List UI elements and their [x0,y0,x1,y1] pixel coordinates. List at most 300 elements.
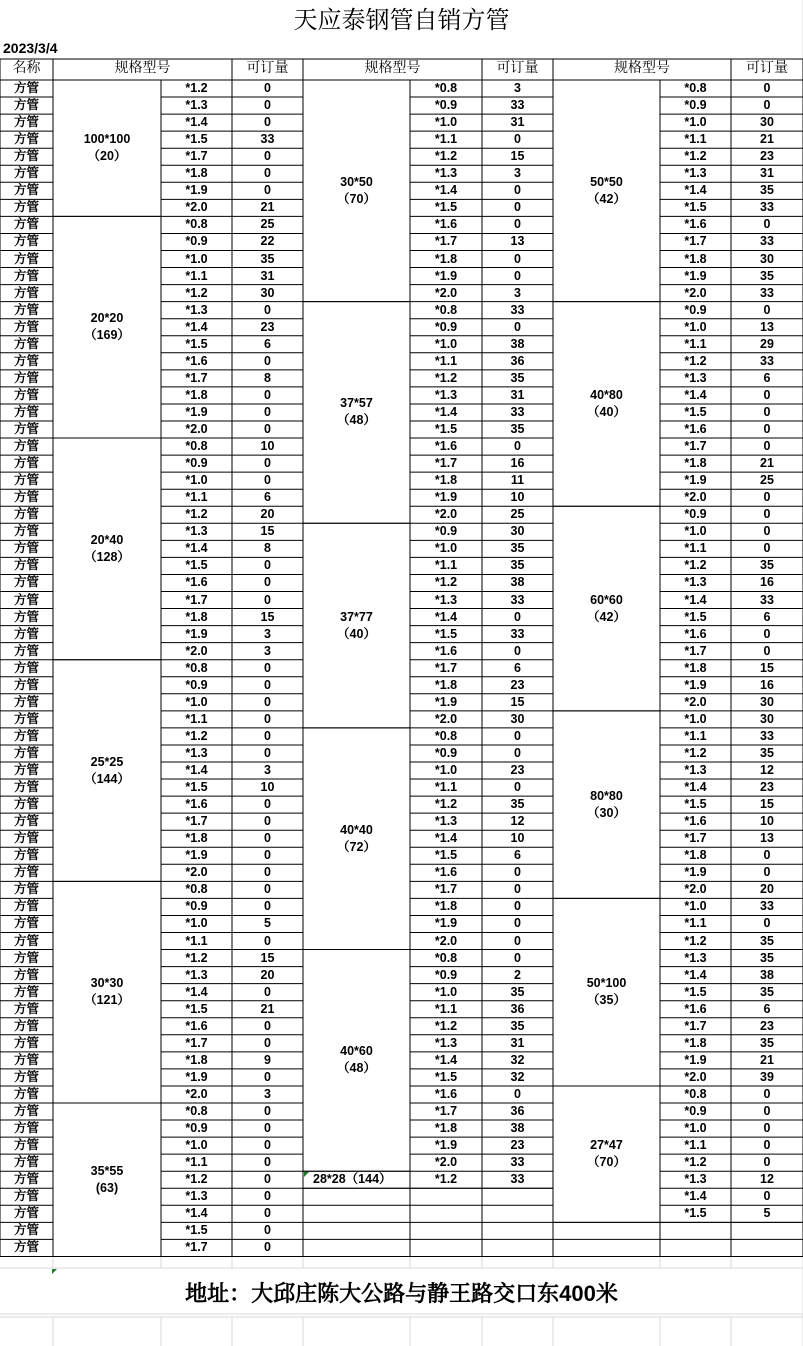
spec-cell: *1.6 [684,626,707,641]
qty-cell: 10 [510,831,525,846]
spec-cell: *1.5 [185,1223,208,1238]
spec-group [553,302,660,507]
spec-cell: *1.9 [684,268,707,283]
spec-cell: *1.8 [684,251,707,266]
spec-group-size: 60*60 [590,592,623,607]
spec-cell: *2.0 [185,200,208,215]
spec-cell: *1.8 [434,899,458,914]
spec-cell: *0.9 [434,98,458,113]
row-name: 方管 [13,797,39,812]
spec-cell: *1.5 [684,404,707,419]
spec-group [53,881,161,1103]
spec-cell: *1.9 [684,865,707,880]
spec-cell: *1.3 [185,1189,208,1204]
qty-cell: 0 [763,98,771,113]
spec-cell: *1.2 [185,285,208,300]
row-name: 方管 [13,814,39,829]
header-spec: 规格型号 [614,60,670,76]
row-name: 方管 [13,643,39,658]
qty-cell: 0 [763,865,771,880]
qty-cell: 23 [510,763,525,777]
qty-cell: 38 [510,336,525,351]
spec-cell: *1.6 [185,1018,208,1033]
qty-cell: 35 [760,933,774,948]
row-name: 方管 [13,1223,39,1238]
qty-cell: 6 [514,660,521,675]
spec-cell: *1.1 [684,541,707,556]
row-name: 方管 [13,1155,39,1170]
spec-cell: *1.5 [185,336,208,351]
spec-cell: *2.0 [684,882,707,897]
qty-cell: 32 [510,1069,525,1084]
qty-cell: 0 [264,166,271,181]
qty-cell: 35 [760,183,774,198]
qty-cell: 12 [760,763,774,777]
spec-cell: *0.8 [434,81,458,95]
row-name: 方管 [13,387,39,402]
spec-group-size: 37*77 [340,609,373,624]
spec-cell: *0.9 [684,1104,707,1118]
qty-cell: 0 [264,1240,271,1255]
qty-cell: 8 [264,370,271,385]
spec-cell: *1.3 [185,967,208,982]
spec-group [553,711,660,899]
qty-cell: 35 [510,422,525,436]
qty-cell: 0 [763,387,771,402]
qty-cell: 23 [510,677,525,692]
qty-cell: 0 [763,916,771,931]
row-name: 方管 [13,251,39,266]
row-name: 方管 [13,882,39,897]
qty-cell: 0 [763,1155,771,1170]
qty-cell: 0 [514,319,521,334]
qty-cell: 23 [760,1018,774,1033]
qty-cell: 0 [264,558,271,573]
qty-cell: 0 [763,439,771,454]
qty-cell: 0 [264,1035,271,1050]
spec-cell: *0.9 [684,98,707,113]
row-name: 方管 [13,200,39,215]
spec-cell: *0.9 [185,456,208,471]
spec-cell: *1.0 [684,115,707,130]
qty-cell: 15 [760,660,774,675]
spec-group-size: 35*55 [90,1163,124,1178]
spec-cell: *1.8 [434,1121,458,1136]
spec-group [303,728,410,950]
qty-cell: 31 [510,387,525,402]
row-name: 方管 [13,984,39,999]
spec-cell: *1.2 [684,1155,707,1170]
qty-cell: 0 [514,200,521,215]
qty-cell: 0 [264,592,271,607]
qty-cell: 0 [264,848,271,863]
qty-cell: 0 [514,899,521,914]
spec-cell: *1.2 [684,933,707,948]
row-name: 方管 [13,422,39,436]
spec-cell: *0.8 [185,660,208,675]
row-name: 方管 [13,1121,39,1136]
qty-cell: 0 [514,268,521,283]
qty-cell: 0 [264,677,271,692]
qty-cell: 0 [264,456,271,471]
qty-cell: 35 [510,984,525,999]
address-distance: 400 [559,1281,596,1306]
qty-cell: 33 [760,285,774,300]
spec-cell: *1.2 [185,950,208,965]
qty-cell: 33 [760,728,774,743]
row-name: 方管 [13,524,39,539]
row-name: 方管 [13,473,39,488]
spec-cell: *1.8 [684,456,707,471]
qty-cell: 20 [260,967,275,982]
spec-group-count: （70） [587,1155,626,1170]
qty-cell: 35 [510,558,525,573]
qty-cell: 33 [510,1155,525,1170]
spec-cell: *2.0 [684,490,707,505]
row-name: 方管 [13,575,39,590]
spec-group [553,1086,660,1222]
qty-cell: 9 [264,1052,271,1067]
spec-cell: *2.0 [434,285,458,300]
spec-cell: *1.5 [185,1001,208,1016]
qty-cell: 39 [760,1069,774,1084]
qty-cell: 33 [760,234,774,249]
spec-cell: *1.6 [185,353,208,368]
spec-cell: *1.0 [434,336,458,351]
spec-cell: *0.9 [684,302,707,317]
spec-cell: *1.8 [434,251,458,266]
spec-cell: *1.6 [434,439,458,454]
qty-cell: 35 [510,1018,525,1033]
spec-cell: *0.9 [434,967,458,982]
qty-cell: 12 [510,814,525,829]
address-label: 地址：大邱庄陈大公路与静王路交口东 [185,1281,560,1307]
qty-cell: 33 [510,98,525,113]
spec-cell: *1.7 [434,234,458,249]
row-name: 方管 [13,950,39,965]
spec-cell: *1.7 [185,149,208,164]
spec-cell: *1.0 [185,251,208,266]
qty-cell: 35 [260,251,275,266]
spec-cell: *1.1 [185,711,208,726]
row-name: 方管 [13,1069,39,1084]
row-name: 方管 [13,609,39,624]
qty-cell: 0 [763,217,771,232]
qty-cell: 0 [264,660,271,675]
spec-cell: *1.3 [185,98,208,113]
qty-cell: 15 [760,797,774,812]
qty-cell: 0 [264,728,271,743]
spec-cell: *1.5 [434,200,458,215]
qty-cell: 16 [510,456,525,471]
spec-cell: *1.1 [684,728,707,743]
qty-cell: 3 [514,166,521,181]
qty-cell: 23 [760,149,774,164]
row-name: 方管 [13,848,39,863]
spec-cell: *2.0 [684,1069,707,1084]
row-name: 方管 [13,763,39,777]
qty-cell: 0 [264,1018,271,1033]
spec-cell: *1.0 [185,1138,208,1153]
spec-cell: *1.3 [684,950,707,965]
qty-cell: 25 [260,217,275,232]
header-qty: 可订量 [246,60,289,76]
spec-cell: *1.5 [185,132,208,147]
qty-cell: 0 [264,387,271,402]
qty-cell: 10 [260,780,275,795]
spec-group-count: （169） [84,328,130,343]
qty-cell: 22 [260,234,275,249]
spec-cell: *1.4 [684,967,707,982]
spec-cell: *2.0 [434,933,458,948]
qty-cell: 0 [514,132,521,147]
qty-cell: 12 [760,1172,774,1187]
spec-cell: *1.4 [684,1189,707,1204]
qty-cell: 0 [514,780,521,795]
spec-cell: *1.7 [185,1035,208,1050]
spec-cell: *1.3 [185,524,208,539]
spec-group-count: （48） [337,1061,376,1076]
spec-cell: *1.0 [684,711,707,726]
row-name: 方管 [13,353,39,368]
qty-cell: 0 [514,217,521,232]
header-name: 名称 [12,60,41,76]
qty-cell: 0 [264,1138,271,1153]
qty-cell: 6 [264,336,271,351]
qty-cell: 6 [514,848,521,863]
spec-cell: *1.3 [434,387,458,402]
spec-cell: *1.7 [185,1240,208,1255]
qty-cell: 6 [763,370,771,385]
spec-cell: *1.4 [434,183,458,198]
spec-cell: *1.5 [684,609,707,624]
qty-cell: 0 [763,541,771,556]
spec-cell: *2.0 [434,507,458,522]
spec-cell: *1.4 [434,404,458,419]
spec-cell: *1.4 [684,183,707,198]
spec-group-count: （144） [84,771,130,786]
qty-cell: 0 [264,1155,271,1170]
qty-cell: 30 [510,524,525,539]
qty-cell: 0 [514,865,521,880]
qty-cell: 33 [760,200,774,215]
spec-cell: *1.7 [434,456,458,471]
qty-cell: 0 [264,933,271,948]
row-name: 方管 [13,490,39,505]
qty-cell: 32 [510,1052,525,1067]
spec-group-count: （20） [87,149,127,164]
row-name: 方管 [13,302,39,317]
qty-cell: 0 [514,916,521,931]
spec-cell: *1.4 [185,319,208,334]
row-name: 方管 [13,694,39,709]
qty-cell: 30 [510,711,525,726]
qty-cell: 21 [260,1001,275,1016]
qty-cell: 38 [510,575,525,590]
row-name: 方管 [13,1104,39,1118]
spec-cell: *1.4 [684,592,707,607]
qty-cell: 0 [763,524,771,539]
spec-cell: *1.3 [684,1172,707,1187]
spec-group-count: （72） [337,839,376,854]
qty-cell: 36 [510,1104,525,1118]
spec-cell: *2.0 [684,694,707,709]
row-name: 方管 [13,81,39,95]
spec-cell: *1.1 [684,336,707,351]
spec-group-size: 30*50 [340,174,373,189]
spec-cell: *1.4 [434,609,458,624]
spec-cell: *0.8 [185,439,208,454]
qty-cell: 33 [510,302,525,317]
row-name: 方管 [13,132,39,147]
spec-cell: *1.3 [684,575,707,590]
spec-group-count: （35） [587,993,626,1008]
spec-cell: *0.9 [185,1121,208,1136]
qty-cell: 10 [510,490,525,505]
qty-cell: 23 [760,780,774,795]
row-name: 方管 [13,899,39,914]
spec-cell: *1.9 [434,268,458,283]
qty-cell: 31 [260,268,275,283]
qty-cell: 0 [264,1172,271,1187]
qty-cell: 38 [510,1121,525,1136]
qty-cell: 0 [264,1206,271,1221]
qty-cell: 0 [264,183,271,198]
qty-cell: 25 [760,473,774,488]
spec-cell: *1.6 [684,814,707,829]
qty-cell: 0 [514,950,521,965]
spec-group [303,80,410,302]
spec-cell: *1.2 [434,149,458,164]
qty-cell: 36 [510,353,525,368]
row-name: 方管 [13,183,39,198]
qty-cell: 0 [264,984,271,999]
row-name: 方管 [13,967,39,982]
qty-cell: 35 [760,984,774,999]
qty-cell: 31 [510,115,525,130]
row-name: 方管 [13,1052,39,1067]
qty-cell: 0 [763,1138,771,1153]
spec-group-count: （70） [337,191,376,206]
spec-cell: *1.8 [185,387,208,402]
address-unit: 米 [595,1281,618,1307]
row-name: 方管 [13,728,39,743]
qty-cell: 0 [514,745,521,760]
cell-marker [304,1172,309,1177]
row-name: 方管 [13,916,39,931]
qty-cell: 35 [760,950,774,965]
spec-cell: *1.8 [185,166,208,181]
spec-cell: *1.8 [185,831,208,846]
spec-cell: *1.4 [185,1206,208,1221]
qty-cell: 3 [514,81,521,95]
spec-cell: *2.0 [434,711,458,726]
row-name: 方管 [13,1086,39,1101]
spec-group-size: 50*50 [590,174,623,189]
qty-cell: 0 [264,1104,271,1118]
spec-group-count: （42） [587,609,626,624]
qty-cell: 16 [760,575,774,590]
spec-cell: *2.0 [434,1155,458,1170]
spec-cell: *1.3 [434,1035,458,1050]
qty-cell: 0 [514,251,521,266]
qty-cell: 0 [264,473,271,488]
qty-cell: 29 [760,336,774,351]
spec-cell: *1.9 [684,473,707,488]
qty-cell: 0 [514,183,521,198]
spec-cell: *1.7 [185,814,208,829]
spec-group-count: （40） [337,626,376,641]
spec-cell: *1.0 [684,899,707,914]
spec-group [303,523,410,728]
spec-cell: *1.7 [684,234,707,249]
qty-cell: 25 [510,507,525,522]
spec-group-size: 40*60 [340,1044,373,1059]
qty-cell: 3 [264,763,271,777]
spec-cell: *1.6 [434,865,458,880]
qty-cell: 20 [760,882,774,897]
qty-cell: 0 [264,865,271,880]
row-name: 方管 [13,1138,39,1153]
qty-cell: 5 [264,916,271,931]
spec-cell: *1.6 [684,217,707,232]
spec-cell: *1.9 [684,677,707,692]
spec-cell: *1.8 [185,1052,208,1067]
qty-cell: 0 [264,422,271,436]
spec-cell: *0.8 [684,1086,707,1101]
spec-cell: *1.6 [684,422,707,436]
spec-cell: *1.3 [185,302,208,317]
spec-cell: *1.1 [434,132,458,147]
spec-group-count: （121） [84,993,130,1008]
header-spec: 规格型号 [114,60,171,76]
spec-group-count: （40） [587,404,626,419]
row-name: 方管 [13,626,39,641]
row-name: 方管 [13,268,39,283]
spec-cell: *1.6 [684,1001,707,1016]
spec-group-size: 27*47 [590,1138,623,1153]
qty-cell: 35 [760,268,774,283]
spec-cell: *2.0 [684,285,707,300]
qty-cell: 0 [763,1121,771,1136]
spec-cell: *1.7 [684,439,707,454]
spec-cell: *1.9 [434,916,458,931]
spec-group [553,506,660,711]
spec-cell: *1.1 [684,916,707,931]
spec-cell: *0.8 [185,1104,208,1118]
row-name: 方管 [13,336,39,351]
qty-cell: 15 [260,950,275,965]
spec-cell: *1.1 [185,490,208,505]
spec-cell: *1.9 [684,1052,707,1067]
spec-cell: *2.0 [185,422,208,436]
qty-cell: 33 [760,353,774,368]
spec-cell: *1.0 [185,473,208,488]
qty-cell: 35 [760,1035,774,1050]
qty-cell: 0 [763,81,771,95]
spec-cell: *0.9 [185,234,208,249]
qty-cell: 0 [763,1086,771,1101]
spec-cell: *1.4 [185,763,208,777]
qty-cell: 3 [264,643,271,658]
spec-cell: *1.5 [434,422,458,436]
qty-cell: 0 [763,626,771,641]
qty-cell: 11 [510,473,525,488]
row-name: 方管 [13,456,39,471]
spec-cell: *1.2 [434,1018,458,1033]
qty-cell: 33 [510,592,525,607]
spec-cell: *1.8 [684,1035,707,1050]
